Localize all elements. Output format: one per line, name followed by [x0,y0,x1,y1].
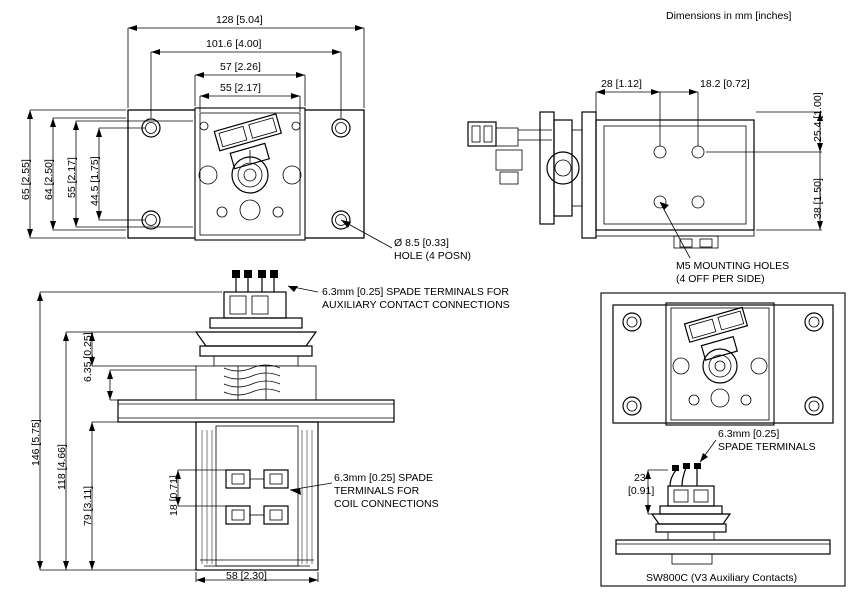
dim-128: 128 [5.04] [216,14,263,26]
units-note: Dimensions in mm [inches] [666,10,792,22]
dim-44-5: 44.5 [1.75] [89,156,101,206]
dim-38: 38 [1.50] [812,178,824,219]
dim-101-6: 101.6 [4.00] [206,38,262,50]
dim-79: 79 [3.11] [82,485,94,526]
coil-callout-line2: TERMINALS FOR [334,485,420,497]
dim-18-2: 18.2 [0.72] [700,78,750,90]
m5-callout-line2: (4 OFF PER SIDE) [676,273,765,285]
dim-57: 57 [2.26] [220,61,261,73]
dim-146: 146 [5.75] [30,419,42,466]
dim-55-top: 55 [2.17] [220,82,261,94]
dim-64: 64 [2.50] [43,159,55,200]
dim-28: 28 [1.12] [601,78,642,90]
dim-118: 118 [4.66] [56,444,68,490]
dim-58: 58 [2.30] [226,570,267,582]
aux-callout-line1: 6.3mm [0.25] SPADE TERMINALS FOR [322,286,509,298]
dim-23: 23 [634,472,646,484]
panel-caption: SW800C (V3 Auxiliary Contacts) [646,572,798,584]
spade-callout-line2: SPADE TERMINALS [718,441,816,453]
dim-18: 18 [0.71] [168,475,180,516]
dim-65: 65 [2.55] [20,159,32,200]
dim-6-35: 6.35 [0.25] [82,332,94,382]
coil-callout-line3: COIL CONNECTIONS [334,498,439,510]
spade-callout-line1: 6.3mm [0.25] [718,428,780,440]
dim-25-4: 25.4 [1.00] [812,92,824,142]
dim-55-left: 55 [2.17] [66,157,78,198]
coil-callout-line1: 6.3mm [0.25] SPADE [334,472,434,484]
m5-callout-line1: M5 MOUNTING HOLES [676,260,790,272]
hole-callout-line2: HOLE (4 POSN) [394,250,472,262]
dim-0-91: [0.91] [628,485,655,497]
hole-callout-line1: Ø 8.5 [0.33] [394,237,449,249]
aux-callout-line2: AUXILIARY CONTACT CONNECTIONS [322,299,510,311]
